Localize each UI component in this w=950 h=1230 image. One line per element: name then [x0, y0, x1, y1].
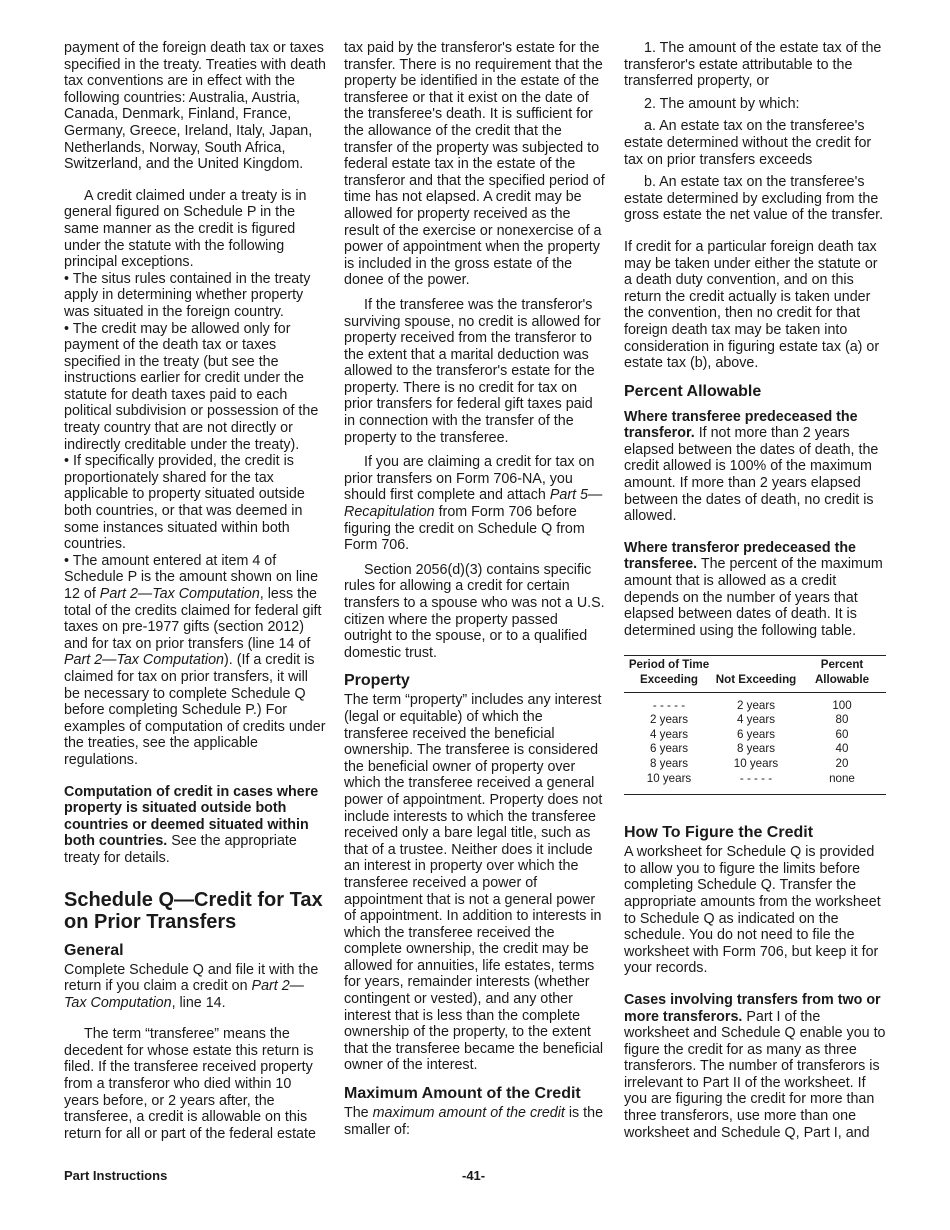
paragraph-multiple-transferors: Cases involving transfers from two or more transferors. Part I of the worksheet and Schedule Q enable you to figure the credit for as many as three transferors. The number of transferors is irrelevant to Part II of the worksheet. If you are figuring the credit for more than three transferors, use more than one worksheet and Schedule Q, Part I, and	[624, 991, 886, 1141]
table-cell: 6 years	[736, 727, 776, 741]
paragraph-property: The term “property” includes any interest (legal or equitable) of which the transferee received the beneficial ownership. The transferee is considered the beneficial owner of property over which the transferee received a general power of appointment. Property does not include interests to which the transferee received only a bare legal title, such as that of a trustee. Neither does it include an interest in property over which the transferee received a power of appointment that is not a general power of appointment. In addition to interests in which the transferee received the complete ownership, the credit may be allowed for annuities, life estates, terms for years, remainder interests (whether contingent or vested), and any other interest that is less than the complete ownership of the property, to the extent that the transferee became the beneficial owner of the interest.	[344, 692, 604, 1074]
bullet-item-4-amount: • The amount entered at item 4 of Schedule P is the amount shown on line 12 of Part 2—Tax Computation, less the total of the credits claimed for federal gift taxes on pre-1977 gifts (section 2012) and for tax on prior transfers (line 14 of Part 2—Tax Computation). (If a credit is claimed for tax on prior transfers, it will be necessary to complete Schedule Q before completing Schedule P.) For examples of computation of credits under the treaties, see the applicable regulations.	[64, 553, 326, 769]
table-cell: 10 years	[624, 772, 714, 795]
table-cell: 10 years	[733, 756, 779, 770]
list-item-a: a. An estate tax on the transferee's estate determined without the credit for tax on prior transfers exceeds	[624, 118, 872, 168]
header-percent-allowable: Percent Allowable	[798, 656, 886, 692]
paragraph-maximum-amount: The maximum amount of the credit is the smaller of:	[344, 1105, 604, 1138]
paragraph-treaty-credit: A credit claimed under a treaty is in general figured on Schedule P in the same manner as the credit is figured under the statute with the following principal exceptions.	[64, 187, 307, 271]
paragraph-general: Complete Schedule Q and file it with the return if you claim a credit on Part 2—Tax Computation, line 14.	[64, 961, 319, 1011]
column-3	[624, 40, 886, 1141]
table-cell: 4 years	[736, 713, 776, 727]
table-cell: - - - - -	[714, 772, 798, 795]
paragraph-transferor-tax: tax paid by the transferor's estate for the transfer. There is no requirement that the property be identified in the estate of the transferee or that it exist on the date of the transferee's death. It is sufficient for the allowance of the credit that the transfer of the property was subjected to federal estate tax in the estate of the transferor and that the specified period of time has not elapsed. A credit may be allowed for property received as the result of the exercise or nonexercise of a power of appointment when the property is included in the gross estate of the donee of the power.	[344, 40, 605, 289]
table-cell: 2 years	[736, 698, 776, 712]
table-cell: 80	[835, 713, 849, 727]
heading-maximum-amount: Maximum Amount of the Credit	[344, 1085, 581, 1103]
bullet-situs-rules: • The situs rules contained in the treaty apply in determining whether property was situated in the foreign country.	[64, 271, 326, 321]
paragraph-transferee-predeceased: Where transferee predeceased the transferor. If not more than 2 years elapsed between the dates of death, the credit allowed is 100% of the maximum amount. If more than 2 years elapsed between the dates of death, no credit is allowed.	[624, 408, 879, 525]
table-cell: - - - - -	[652, 698, 686, 712]
list-item-1: 1. The amount of the estate tax of the transferor's estate attributable to the transferred property, or	[624, 40, 882, 90]
heading-how-to-figure: How To Figure the Credit	[624, 824, 814, 842]
table-row	[624, 742, 886, 757]
table-row	[624, 692, 886, 713]
header-not-exceeding: Not Exceeding	[714, 656, 798, 692]
heading-property: Property	[344, 672, 410, 690]
table-cell: none	[798, 772, 886, 795]
paragraph-surviving-spouse: If the transferee was the transferor's surviving spouse, no credit is allowed for property received from the transferor to the extent that a marital deduction was allowed to the transferor's estate for the property. There is no credit for tax on prior transfers for federal gift taxes paid in connection with the transfer of the property to the transferee.	[344, 296, 601, 446]
table-row	[624, 772, 886, 795]
column-1	[64, 40, 326, 1142]
paragraph-computation-cases: Computation of credit in cases where property is situated outside both countries or deemed situated within both countries. See the appropriate treaty for details.	[64, 783, 319, 866]
bullet-credit-allowed: • The credit may be allowed only for payment of the death tax or taxes specified in the treaty (but see the instructions earlier for credit under the statute for death taxes paid to each political subdivision or possession of the treaty country that are not directly or indirectly creditable under the treaty).	[64, 321, 326, 454]
table-cell: 100	[832, 698, 852, 712]
header-period-exceeding: Period of Time Exceeding	[624, 656, 714, 692]
bullet-proportional-share: • If specifically provided, the credit is proportionately shared for the tax applicable to property situated outside both countries, or that was deemed in some instances situated within both countries.	[64, 453, 326, 553]
paragraph-form-706-na: If you are claiming a credit for tax on prior transfers on Form 706-NA, you should first complete and attach Part 5—Recapitulation from Form 706 before figuring the credit on Schedule Q from Form 706.	[344, 454, 603, 554]
table-cell: 60	[835, 727, 849, 741]
paragraph-transferor-predeceased: Where transferor predeceased the transferee. The percent of the maximum amount that is allowed as a credit depends on the number of years that elapsed between dates of death. It is determined using the following table.	[624, 539, 883, 639]
heading-percent-allowable: Percent Allowable	[624, 382, 762, 400]
heading-general: General	[64, 941, 124, 959]
list-item-b: b. An estate tax on the transferee's estate determined by excluding from the gross estate the net value of the transfer.	[624, 174, 884, 224]
table-cell: 4 years	[649, 727, 689, 741]
paragraph-transferee-definition: The term “transferee” means the decedent for whose estate this return is filed. If the transferee received property from a transferor who died within 10 years before, or 2 years after, the transferee, a credit is allowable on this return for all or part of the federal estate	[64, 1026, 316, 1142]
table-cell: 20	[835, 756, 849, 770]
table-cell: 8 years	[736, 742, 776, 756]
table-cell: 40	[835, 742, 849, 756]
page-number: -41-	[462, 1168, 486, 1183]
paragraph-treaty-countries: payment of the foreign death tax or taxes specified in the treaty. Treaties with death tax conventions are in effect with the following countries: Australia, Austria, Canada, Denmark, Finland, France, Germany, Greece, Ireland, Italy, Japan, Netherlands, Norway, South Africa, Switzerland, and the United Kingdom.	[64, 40, 326, 173]
table-row	[624, 728, 886, 743]
table-row	[624, 713, 886, 728]
table-header-row	[624, 656, 886, 692]
footer-section-label: Part Instructions	[64, 1168, 168, 1183]
heading-schedule-q: Schedule Q—Credit for Tax on Prior Transfers	[64, 888, 323, 933]
table-cell: 8 years	[649, 756, 689, 770]
table-row	[624, 757, 886, 772]
table-cell: 2 years	[649, 713, 689, 727]
paragraph-section-2056: Section 2056(d)(3) contains specific rules for allowing a credit for certain transfers to a spouse who was not a U.S. citizen where the property passed outright to the spouse, or to a qualified domestic trust.	[344, 561, 605, 661]
column-2	[344, 40, 606, 1138]
paragraph-worksheet: A worksheet for Schedule Q is provided to allow you to figure the limits before completing Schedule Q. Transfer the appropriate amounts from the worksheet to Schedule Q as indicated on the schedule. You do not need to file the worksheet with Form 706, but keep it for your records.	[624, 844, 881, 977]
paragraph-foreign-death-tax: If credit for a particular foreign death tax may be taken under either the statute or a death duty convention, and on this return the credit actually is taken under the convention, then no credit for that foreign death tax may be taken into consideration in figuring estate tax (a) or estate tax (b), above.	[624, 238, 880, 372]
list-item-2: 2. The amount by which:	[644, 95, 800, 112]
table-cell: 6 years	[649, 742, 689, 756]
percent-allowable-table	[624, 655, 886, 795]
